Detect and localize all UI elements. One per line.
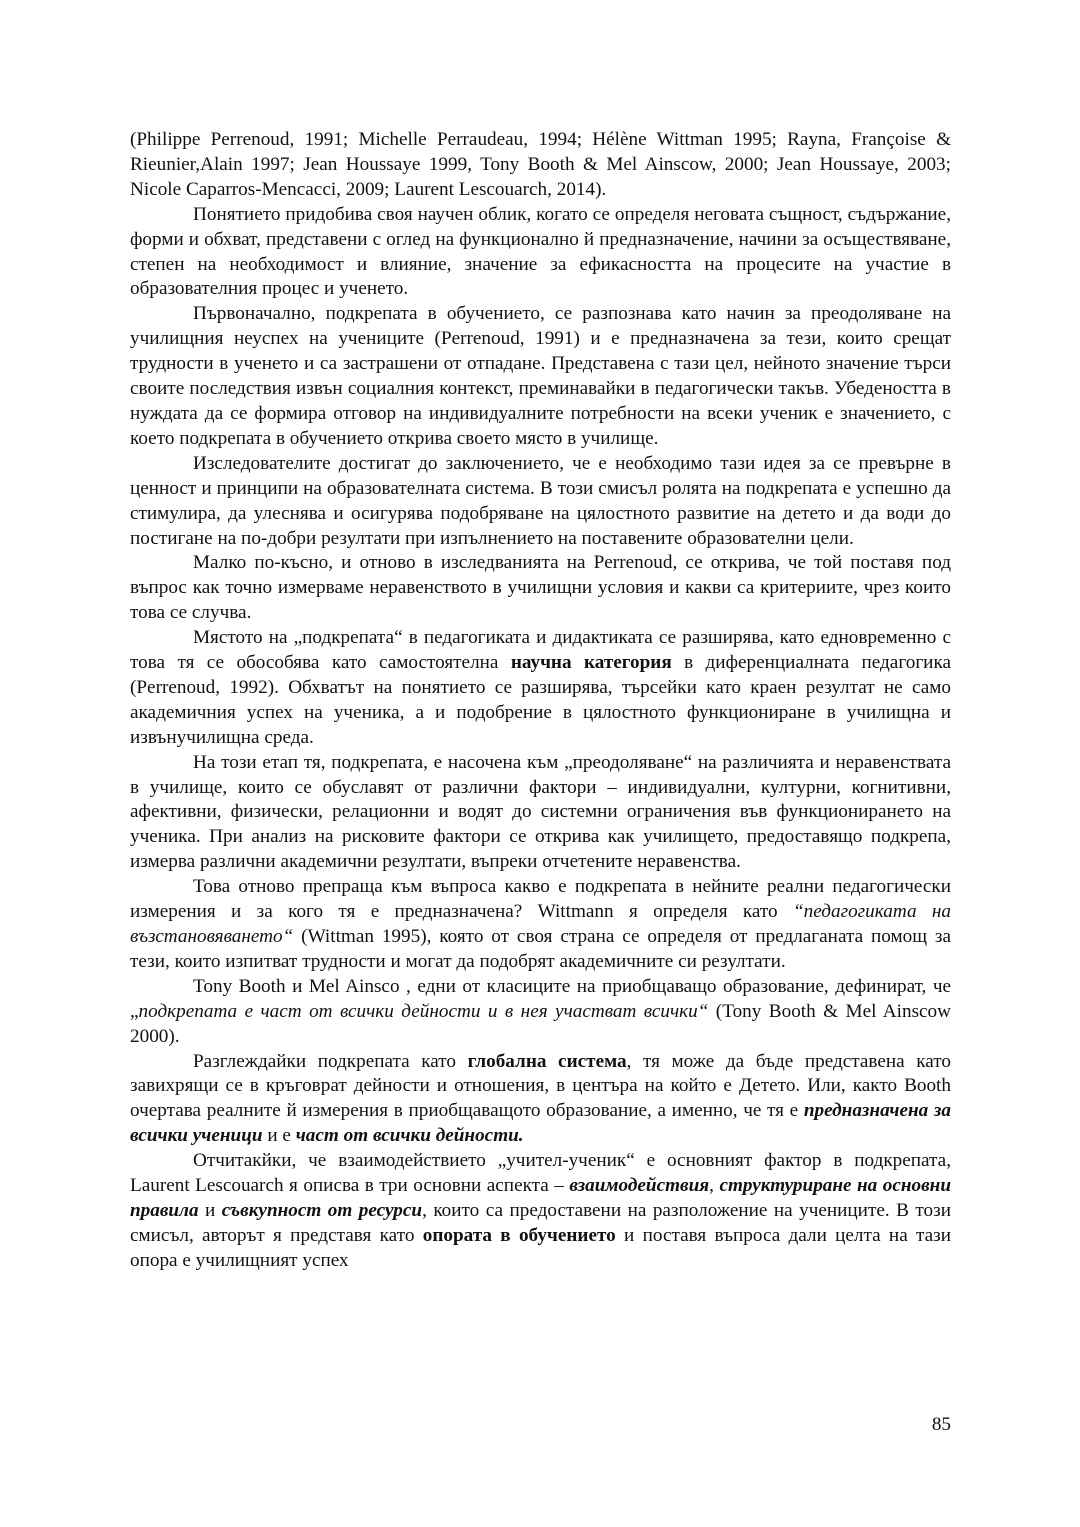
emphasis-run: “педагогиката на възстановяването“ <box>130 901 951 947</box>
emphasis-run: взаимодействия <box>569 1175 710 1197</box>
text-run: На този етап тя, подкрепата, е насочена към „преодоляване“ на различията и неравенствата в училище, които се обуславят от различни фактори – индивидуални, културни, когнитивни, афективни, физически, релационни и водят до системни ограничения във функционирането на ученика. При анализ на рисковите фактори се открива как училището, предоставящо подкрепа, измерва различни академични резултати, въпреки отчетените неравенства. <box>130 751 951 873</box>
text-run: (Tony Booth & Mel Ainscow 2000). <box>130 1000 952 1047</box>
paragraph <box>130 203 951 303</box>
text-run: и <box>198 1199 222 1221</box>
text-run: Това отново препраща към въпроса какво е подкрепата в нейните реални педагогически измерения и за кого тя е предназначена? Wittmann я определя като <box>130 876 951 923</box>
text-run: Понятието придобива своя научен облик, когато се определя неговата същност, съдържание, форми и обхват, представени с оглед на функционално й предназначение, начини за осъществяване, степен на необходимост и влияние, значение за ефикасността на процесите на участие в образователния процес и ученето. <box>130 203 951 300</box>
text-run: Tony Booth и Mel Ainsco , едни от класиците на приобщаващо образование, дефинират, че „ <box>130 975 951 1022</box>
emphasis-run: предназначена за всички ученици <box>130 1100 951 1147</box>
text-run: в диференциалната педагогика (Perrenoud, 1992). Обхватът на понятието се разширява, търсейки като краен резултат не само академичния успех на ученика, а и подобрение в цялостното функциониране в училищна и извънучилищна среда. <box>130 652 951 748</box>
emphasis-run: част от всички дейности. <box>295 1125 524 1147</box>
emphasis-run: глобална система <box>467 1050 627 1072</box>
text-run: (Wittman 1995), която от своя страна се определя от предлаганата помощ за тези, които изпитват трудности и могат да подобрят академичните си резултати. <box>130 926 951 972</box>
text-run: Отчитакйки, че взаимодействието „учител-ученик“ е основният фактор в подкрепата, Laurent Lescouarch я описва в три основни аспекта – <box>130 1150 951 1197</box>
body-text <box>130 128 951 1274</box>
text-run: Първоначално, подкрепата в обучението, се разпознава като начин за преодоляване на училищния неуспех на учениците (Perrenoud, 1991) и е предназначена за тези, които срещат трудности в ученето и са застрашени от отпадане. Представена с тази цел, нейното значение търси своите последствия извън социалния контекст, преминавайки в педагогически такъв. Убедеността в нуждата да се формира отговор на индивидуалните потребности на всеки ученик е значението, с което подкрепата в обучението открива своето място в училище. <box>130 303 951 449</box>
paragraph <box>130 875 951 975</box>
emphasis-run: опората в обучението <box>422 1224 616 1246</box>
paragraph <box>130 1149 951 1274</box>
text-run: и е <box>262 1125 296 1147</box>
text-run: , тя може да бъде представена като завихрящи се в кръговрат дейности и отношения, в центъра на който е Детето. Или, както Booth очертава реалните й измерения в приобщаващото образование, а именно, че тя е <box>130 1050 951 1122</box>
paragraph <box>130 302 951 451</box>
text-run: Малко по-късно, и отново в изследванията на Perrenoud, се открива, че той поставя под въпрос как точно измерваме неравенството в училищни условия и какви са критериите, чрез които това се случва. <box>130 552 951 624</box>
text-run: (Philippe Perrenoud, 1991; Michelle Perraudeau, 1994; Hélène Wittman 1995; Rayna, Françoise & Rieunier,Alain 1997; Jean Houssaye 1999, Tony Booth & Mel Ainscow, 2000; Jean Houssaye, 2003; Nicole Caparros-Mencacci, 2009; Laurent Lescouarch, 2014). <box>130 129 951 200</box>
paragraph <box>130 626 951 751</box>
text-run: , <box>709 1175 720 1197</box>
paragraph <box>130 975 951 1050</box>
text-run: и поставя въпроса дали целта на тази опора е училищният успех <box>130 1224 951 1271</box>
text-run: , които са предоставени на разположение на учениците. В този смисъл, авторът я представя като <box>130 1199 951 1246</box>
text-run: Мястото на „подкрепата“ в педагогиката и дидактиката се разширява, като едновременно с това тя се обособява като самостоятелна <box>130 627 951 674</box>
paragraph <box>130 452 951 552</box>
paragraph <box>130 551 951 626</box>
emphasis-run: съвкупност от ресурси <box>221 1199 423 1221</box>
text-run: Разглеждайки подкрепата като <box>193 1050 468 1072</box>
emphasis-run: научна категория <box>510 652 672 674</box>
paragraph <box>130 1050 951 1150</box>
emphasis-run: структуриране на основни правила <box>130 1175 951 1221</box>
paragraph <box>130 751 951 876</box>
paragraph <box>130 128 951 203</box>
text-run: Изследователите достигат до заключението, че е необходимо тази идея за се превърне в ценност и принципи на образователната система. В този смисъл ролята на подкрепата е успешно да стимулира, да улеснява и осигурява подобряване на цялостното развитие на детето и да води до постигане на по-добри резултати при изпълнението на поставените образователни цели. <box>130 452 951 549</box>
page-number: 85 <box>931 1414 951 1435</box>
emphasis-run: подкрепата е част от всички дейности и в нея участват всички“ <box>138 1000 709 1022</box>
